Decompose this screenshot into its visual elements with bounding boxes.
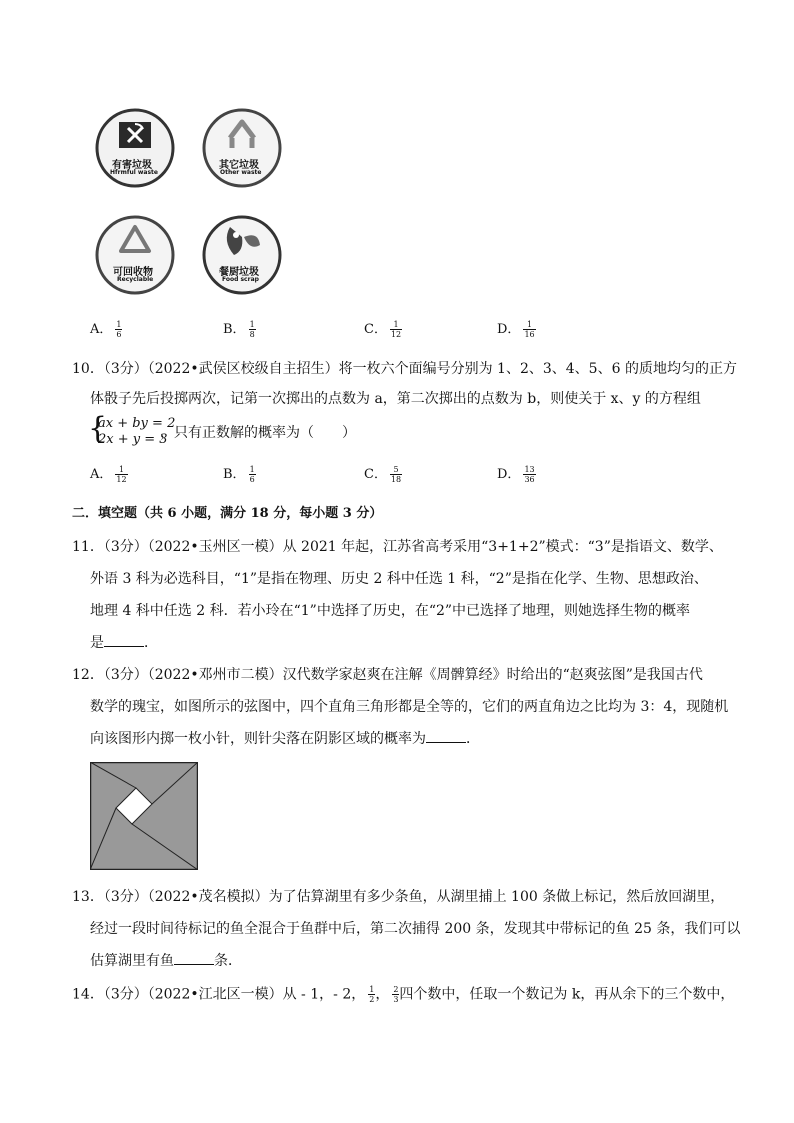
q10-option-a: A． $\frac{1}{12}$ <box>90 465 127 484</box>
other-waste-icon <box>202 108 282 188</box>
recyclable-label-cn: 可回收物 <box>113 267 153 278</box>
zhao-shuang-diagram <box>90 762 198 874</box>
recyclable-label-en: Recyclable <box>117 276 154 283</box>
q11-line-1: 11．（3分）（2022•玉州区一模）从 2021 年起，江苏省高考采用“3+1+2”模式：“3”是指语文、数学、 <box>72 539 723 555</box>
q14-line-1: 14．（3分）（2022•江北区一模）从 - 1，- 2， $\frac{1}{2}$ ， $\frac{2}{3}$ 四个数中，任取一个数记为 k，再从余下的三个数中， <box>72 985 735 1004</box>
q10-line-1: 10．（3分）（2022•武侯区校级自主招生）将一枚六个面编号分别为 1、2、3、4、5、6 的质地均匀的正方 <box>72 361 737 377</box>
section-heading: 二．填空题（共 6 小题，满分 18 分，每小题 3 分） <box>72 506 383 521</box>
hazardous-waste-label-en: Hfrmful waste <box>110 169 158 176</box>
q9-option-a: A． $\frac{1}{6}$ <box>90 320 122 339</box>
other-waste-label-cn: 其它垃圾 <box>219 160 259 171</box>
other-waste-label-en: Other waste <box>220 169 262 176</box>
food-scrap-icon <box>202 215 282 295</box>
q12-line-3: 向该图形内掷一枚小针，则针尖落在阴影区域的概率为 ． <box>90 731 480 747</box>
q9-option-c: C． $\frac{1}{12}$ <box>364 320 402 339</box>
q11-line-3: 地理 4 科中任选 2 科．若小玲在“1”中选择了历史，在“2”中已选择了地理，则她选择生物的概率 <box>90 603 691 619</box>
q9-option-b: B． $\frac{1}{8}$ <box>223 320 255 339</box>
recyclable-icon <box>95 215 175 295</box>
q9-option-d: D． $\frac{1}{16}$ <box>497 320 535 339</box>
q10-tail: ，只有正数解的概率为（ ） <box>160 425 356 441</box>
q10-option-b: B． $\frac{1}{6}$ <box>223 465 255 484</box>
answer-blank[interactable] <box>174 952 214 965</box>
q11-line-2: 外语 3 科为必选科目，“1”是指在物理、历史 2 科中任选 1 科，“2”是指在化学、生物、思想政治、 <box>90 571 708 587</box>
q11-line-4: 是 ． <box>90 635 158 651</box>
q10-eq1: ax + by = 2 <box>98 416 176 431</box>
q12-line-1: 12．（3分）（2022•邓州市二模）汉代数学家赵爽在注解《周髀算经》时给出的“赵爽弦图”是我国古代 <box>72 667 703 683</box>
hazardous-waste-label-cn: 有害垃圾 <box>112 160 152 171</box>
answer-blank[interactable] <box>426 730 466 743</box>
q10-option-c: C． $\frac{5}{18}$ <box>364 465 402 484</box>
food-scrap-label-cn: 餐厨垃圾 <box>219 267 259 278</box>
q13-line-1: 13．（3分）（2022•茂名模拟）为了估算湖里有多少条鱼，从湖里捕上 100 条做上标记，然后放回湖里， <box>72 889 725 905</box>
q10-option-d: D． $\frac{13}{36}$ <box>497 465 535 484</box>
hazardous-waste-icon <box>95 108 175 188</box>
q13-line-3: 估算湖里有鱼 条． <box>90 953 242 969</box>
q13-line-2: 经过一段时间待标记的鱼全混合于鱼群中后，第二次捕得 200 条，发现其中带标记的鱼 25 条，我们可以 <box>90 921 741 937</box>
food-scrap-label-en: Food scrap <box>222 276 259 283</box>
q10-eq2: 2x + y = 3 <box>98 432 168 447</box>
answer-blank[interactable] <box>104 634 144 647</box>
q12-line-2: 数学的瑰宝，如图所示的弦图中，四个直角三角形都是全等的，它们的两直角边之比均为 3：4，现随机 <box>90 699 729 715</box>
q10-line-2: 体骰子先后投掷两次，记第一次掷出的点数为 a，第二次掷出的点数为 b，则使关于 x、y 的方程组 <box>90 391 701 407</box>
